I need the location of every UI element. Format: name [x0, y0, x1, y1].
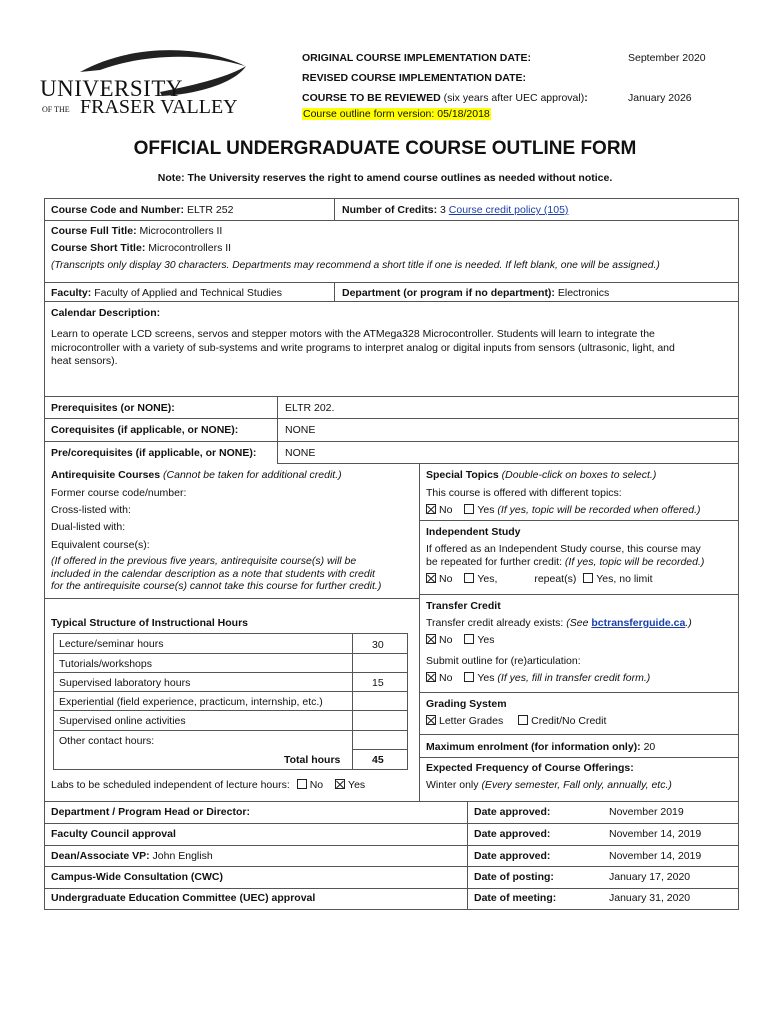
- approval-date-label: Date approved:: [474, 850, 551, 862]
- independent-line2a: be repeated for further credit:: [426, 556, 562, 568]
- labs-line: [51, 779, 365, 791]
- frequency-value[interactable]: Winter only: [426, 779, 479, 791]
- precoreq-label: Pre/corequisites (if applicable, or NONE):: [51, 447, 257, 459]
- grading-options: [426, 715, 606, 727]
- max-enrolment-label: Maximum enrolment (for information only):: [426, 741, 641, 753]
- independent-options: [426, 573, 653, 585]
- full-title-value[interactable]: Microcontrollers II: [139, 225, 223, 237]
- logo-text-fraser-valley: FRASER VALLEY: [80, 96, 238, 118]
- orig-impl-value: September 2020: [628, 52, 706, 64]
- hours-row-label: Tutorials/workshops: [59, 658, 152, 670]
- short-title-value[interactable]: Microcontrollers II: [148, 242, 232, 254]
- independent-title: Independent Study: [426, 526, 521, 538]
- approval-date-label: Date approved:: [474, 828, 551, 840]
- review-colon: :: [584, 92, 588, 104]
- transfer-exists-label: Transfer credit already exists:: [426, 617, 564, 629]
- cross-listed: Cross-listed with:: [51, 504, 131, 516]
- labs-yes-label: Yes: [348, 779, 366, 791]
- full-title: [51, 225, 222, 237]
- calendar-line: microcontroller with a variety of sub-systems and write programs to interpret analog or digital inputs from sensors (ultrasonic, light, and: [51, 341, 675, 354]
- antireq-title-label: Antirequisite Courses: [51, 469, 161, 481]
- hours-row-label: Lecture/seminar hours: [59, 638, 164, 650]
- special-yes-label: Yes: [477, 504, 495, 516]
- approval-row: [51, 850, 213, 862]
- review-value: January 2026: [628, 92, 692, 104]
- form-version: Course outline form version: 05/18/2018: [303, 108, 490, 120]
- credit-no-credit-label: Credit/No Credit: [531, 715, 607, 727]
- course-code: [51, 204, 233, 216]
- department-label: Department (or program if no department):: [342, 287, 555, 299]
- max-enrolment-value[interactable]: 20: [643, 741, 656, 753]
- prereq-label: Prerequisites (or NONE):: [51, 402, 175, 414]
- independent-no-checkbox[interactable]: [426, 573, 436, 583]
- course-code-label: Course Code and Number:: [51, 204, 185, 216]
- university-logo: [40, 48, 250, 120]
- antireq-note-line: (If offered in the previous five years, antirequisite course(s) will be: [51, 555, 357, 567]
- approval-label: Department / Program Head or Director:: [51, 806, 250, 818]
- transfer-yes-label: Yes: [477, 634, 495, 646]
- transfer-submit-options: [426, 672, 650, 684]
- approval-label: Undergraduate Education Committee (UEC) approval: [51, 892, 316, 904]
- submit-no-label: No: [439, 672, 453, 684]
- special-no-label: No: [439, 504, 453, 516]
- department-value[interactable]: Electronics: [557, 287, 610, 299]
- special-topics-title: [426, 469, 656, 481]
- revised-impl-label: REVISED COURSE IMPLEMENTATION DATE:: [302, 72, 527, 84]
- hours-row-value[interactable]: 15: [372, 677, 384, 689]
- precoreq-value[interactable]: NONE: [285, 447, 316, 459]
- faculty-value[interactable]: Faculty of Applied and Technical Studies: [94, 287, 282, 299]
- transfer-yes-checkbox[interactable]: [464, 634, 474, 644]
- approval-date-label: Date of meeting:: [474, 892, 557, 904]
- transfer-exists-options: [426, 634, 495, 646]
- transfer-no-label: No: [439, 634, 453, 646]
- page-note: Note: The University reserves the right to amend course outlines as needed without notice.: [157, 172, 613, 184]
- independent-repeat-label: repeat(s): [534, 573, 577, 585]
- independent-yes-label: Yes,: [477, 573, 498, 585]
- independent-nolimit-label: Yes, no limit: [596, 573, 653, 585]
- approval-date[interactable]: November 2019: [609, 806, 684, 818]
- approval-date[interactable]: January 17, 2020: [609, 871, 691, 883]
- faculty: [51, 287, 282, 299]
- prereq-value[interactable]: ELTR 202.: [285, 402, 335, 414]
- approval-row: [51, 828, 176, 840]
- calendar-line: heat sensors).: [51, 355, 118, 367]
- grading-title: Grading System: [426, 698, 507, 710]
- transfer-submit-line: Submit outline for (re)articulation:: [426, 655, 581, 667]
- approval-value[interactable]: John English: [152, 850, 213, 862]
- special-topics-label: Special Topics: [426, 469, 499, 481]
- approval-row: [51, 892, 315, 904]
- letter-grades-label: Letter Grades: [439, 715, 504, 727]
- calendar-label: Calendar Description:: [51, 307, 161, 319]
- frequency-label: Expected Frequency of Course Offerings:: [426, 762, 634, 774]
- frequency-line: [426, 779, 672, 791]
- page-title: OFFICIAL UNDERGRADUATE COURSE OUTLINE FORM: [133, 138, 637, 159]
- antireq-note-line: included in the calendar description as a note that students with credit: [51, 567, 375, 580]
- antireq-note: [51, 555, 381, 593]
- approval-row: [51, 871, 223, 883]
- antireq-note-line: for the antirequisite course(s) cannot take this course for further credit.): [51, 580, 382, 592]
- submit-yes-note: (If yes, fill in transfer credit form.): [497, 672, 651, 684]
- transfer-title: Transfer Credit: [426, 600, 501, 612]
- credits: [342, 204, 568, 216]
- short-title: [51, 242, 231, 254]
- dual-listed: Dual-listed with:: [51, 521, 126, 533]
- independent-yes-checkbox[interactable]: [464, 573, 474, 583]
- submit-no-checkbox[interactable]: [426, 672, 436, 682]
- frequency-note: (Every semester, Fall only, annually, etc.): [481, 779, 672, 791]
- review-note: (six years after UEC approval): [443, 92, 585, 104]
- max-enrolment: [426, 741, 655, 753]
- approval-row: [51, 806, 250, 818]
- equivalent-courses: Equivalent course(s):: [51, 539, 150, 551]
- special-topics-note: (Double-click on boxes to select.): [501, 469, 657, 481]
- submit-yes-label: Yes: [477, 672, 495, 684]
- coreq-label: Corequisites (if applicable, or NONE):: [51, 424, 239, 436]
- independent-line1: If offered as an Independent Study course, this course may: [426, 543, 701, 555]
- labs-label: Labs to be scheduled independent of lecture hours:: [51, 779, 290, 791]
- approval-date[interactable]: January 31, 2020: [609, 892, 691, 904]
- short-title-label: Course Short Title:: [51, 242, 146, 254]
- bctransferguide-link[interactable]: bctransferguide.ca: [591, 617, 686, 629]
- transfer-close: .): [685, 617, 692, 629]
- independent-line2b: (If yes, topic will be recorded.): [564, 556, 705, 568]
- review-line: [302, 92, 588, 104]
- approval-date-label: Date of posting:: [474, 871, 554, 883]
- independent-nolimit-checkbox[interactable]: [583, 573, 593, 583]
- hours-row-label: Supervised laboratory hours: [59, 677, 191, 689]
- orig-impl-label: ORIGINAL COURSE IMPLEMENTATION DATE:: [302, 52, 532, 64]
- faculty-label: Faculty:: [51, 287, 92, 299]
- antireq-title-note: (Cannot be taken for additional credit.): [163, 469, 342, 481]
- hours-row-label: Other contact hours:: [59, 735, 155, 747]
- antireq-title: [51, 469, 342, 481]
- special-yes-checkbox[interactable]: [464, 504, 474, 514]
- calendar-description[interactable]: [51, 328, 735, 369]
- approval-label: Campus-Wide Consultation (CWC): [51, 871, 223, 883]
- credit-no-credit-checkbox[interactable]: [518, 715, 528, 725]
- special-topics-line: This course is offered with different topics:: [426, 487, 622, 499]
- independent-no-label: No: [439, 573, 453, 585]
- transfer-no-checkbox[interactable]: [426, 634, 436, 644]
- total-hours-label: Total hours: [284, 754, 341, 766]
- special-no-checkbox[interactable]: [426, 504, 436, 514]
- calendar-line: Learn to operate LCD screens, servos and stepper motors with the ATMega328 Microcontroller. Students will learn to integrate the: [51, 328, 655, 340]
- review-label: COURSE TO BE REVIEWED: [302, 92, 441, 104]
- approval-label: Faculty Council approval: [51, 828, 176, 840]
- special-yes-note: (If yes, topic will be recorded when offered.): [497, 504, 701, 516]
- approval-date[interactable]: November 14, 2019: [609, 850, 702, 862]
- independent-line2: [426, 556, 704, 568]
- total-hours-value: 45: [372, 754, 384, 766]
- approval-date[interactable]: November 14, 2019: [609, 828, 702, 840]
- special-topics-options: [426, 504, 701, 516]
- hours-title: Typical Structure of Instructional Hours: [51, 617, 248, 629]
- hours-row-label: Supervised online activities: [59, 715, 186, 727]
- credit-policy-link[interactable]: Course credit policy (105): [448, 204, 569, 216]
- approval-date-label: Date approved:: [474, 806, 551, 818]
- approval-label: Dean/Associate VP:: [51, 850, 150, 862]
- transcript-note: (Transcripts only display 30 characters. Departments may recommend a short title if one is needed. If left blank, one will be assigned.): [51, 260, 660, 271]
- course-code-value[interactable]: ELTR 252: [186, 204, 234, 216]
- logo-text-university: UNIVERSITY: [40, 76, 183, 101]
- letter-grades-checkbox[interactable]: [426, 715, 436, 725]
- submit-yes-checkbox[interactable]: [464, 672, 474, 682]
- labs-no-checkbox[interactable]: [297, 779, 307, 789]
- department: [342, 287, 609, 299]
- former-code: Former course code/number:: [51, 487, 187, 499]
- full-title-label: Course Full Title:: [51, 225, 137, 237]
- logo-text-of-the: OF THE: [42, 105, 70, 114]
- credits-value[interactable]: 3: [440, 204, 446, 216]
- hours-row-label: Experiential (field experience, practicum, internship, etc.): [59, 696, 323, 708]
- labs-yes-checkbox[interactable]: [335, 779, 345, 789]
- credits-label: Number of Credits:: [342, 204, 438, 216]
- coreq-value[interactable]: NONE: [285, 424, 316, 436]
- transfer-see: (See: [566, 617, 592, 629]
- hours-row-value[interactable]: 30: [372, 639, 384, 651]
- labs-no-label: No: [309, 779, 324, 791]
- transfer-exists-line: [426, 617, 692, 629]
